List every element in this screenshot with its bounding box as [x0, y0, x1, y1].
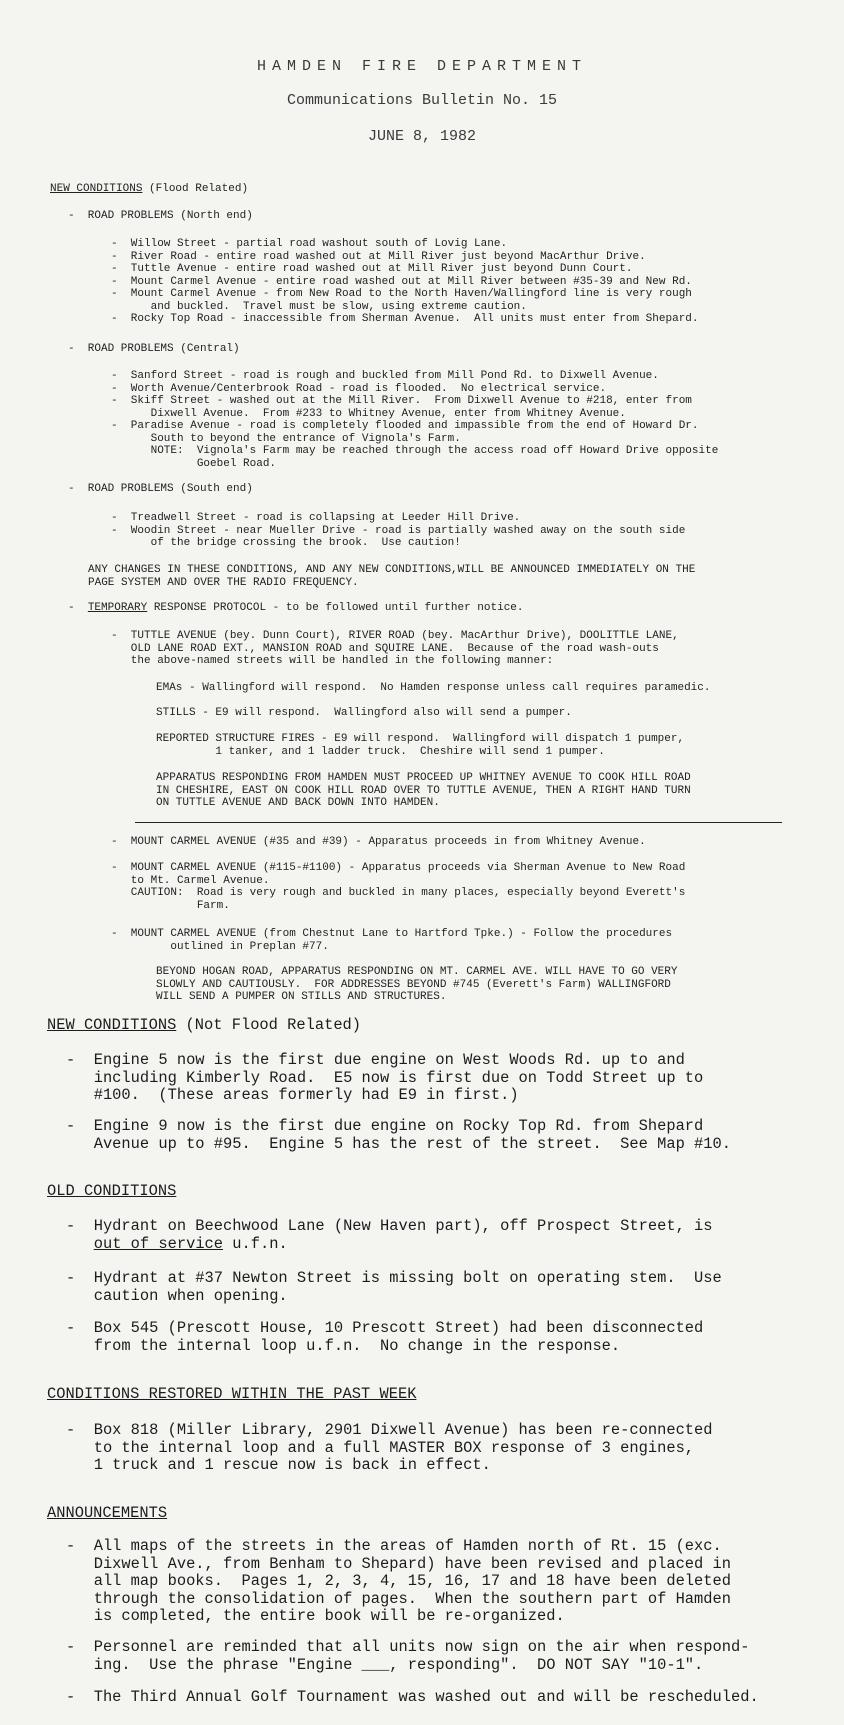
protocol-line: BEYOND HOGAN ROAD, APPARATUS RESPONDING ON MT. CARMEL AVE. WILL HAVE TO GO VERY [156, 966, 678, 978]
old-heading [47, 1183, 176, 1201]
old-heading-label: OLD CONDITIONS [47, 1182, 177, 1200]
item-line: caution when opening. [66, 1286, 288, 1305]
item-line: all map books. Pages 1, 2, 3, 4, 15, 16, 17 and 18 have been deleted [66, 1572, 731, 1590]
item-line: is completed, the entire book will be re-organized. [66, 1607, 565, 1625]
north-title-text: - ROAD PROBLEMS (North end) [68, 210, 253, 222]
item-line: through the consolidation of pages. When the southern part of Hamden [66, 1589, 731, 1608]
list-item: - Treadwell Street - road is collapsing at Leeder Hill Drive. [111, 512, 521, 524]
protocol-line: 1 tanker, and 1 ladder truck. Cheshire will send 1 pumper. [156, 745, 605, 758]
protocol-line: IN CHESHIRE, EAST ON COOK HILL ROAD OVER TO TUTTLE AVENUE, THEN A RIGHT HAND TURN [156, 784, 691, 797]
list-item: - Paradise Avenue - road is completely flooded and impassible from the end of Howard Dr. [111, 420, 699, 432]
protocol-line: - MOUNT CARMEL AVENUE (#35 and #39) - Apparatus proceeds in from Whitney Avenue. [111, 836, 646, 848]
item-line: - Personnel are reminded that all units now sign on the air when respond- [66, 1638, 750, 1656]
flood-heading-suffix: (Flood Related) [142, 183, 249, 195]
protocol-line: ON TUTTLE AVENUE AND BACK DOWN INTO HAMDEN. [156, 797, 440, 809]
protocol-line: to Mt. Carmel Avenue. [111, 874, 270, 887]
list-item: South to beyond the entrance of Vignola's Farm. [111, 432, 461, 445]
protocol-dash: - [68, 602, 88, 614]
list-item: - Mount Carmel Avenue - entire road washed out at Mill River between #35-39 and New Rd. [111, 275, 692, 288]
protocol-mc3 [111, 928, 672, 953]
notice-line: PAGE SYSTEM AND OVER THE RADIO FREQUENCY. [88, 576, 359, 589]
protocol-ems [156, 682, 711, 695]
list-item: - Willow Street - partial road washout south of Lovig Lane. [111, 238, 508, 250]
item-line: - The Third Annual Golf Tournament was washed out and will be rescheduled. [66, 1688, 759, 1706]
item-line: - Engine 5 now is the first due engine on West Woods Rd. up to and [66, 1051, 685, 1069]
protocol-line: the above-named streets will be handled in the following manner: [111, 655, 554, 667]
list-item: Goebel Road. [111, 457, 277, 470]
announcements-heading [47, 1505, 167, 1523]
protocol-title: TEMPORARY [87, 602, 148, 614]
divider-rule [135, 822, 782, 823]
item-line: including Kimberly Road. E5 now is first due on Todd Street up to [66, 1068, 704, 1087]
list-item: - Skiff Street - washed out at the Mill River. From Dixwell Avenue to #218, enter from [111, 395, 692, 407]
nonflood-heading [47, 1017, 361, 1035]
flood-heading [50, 183, 248, 196]
central-list [111, 370, 718, 470]
item-line: 1 truck and 1 rescue now is back in effect. [66, 1456, 491, 1474]
protocol-mc2 [111, 862, 685, 912]
central-title [68, 343, 240, 356]
item-line: - Box 545 (Prescott House, 10 Prescott Street) had been disconnected [66, 1319, 704, 1337]
old-box-545 [66, 1320, 703, 1355]
protocol-line: outlined in Preplan #77. [111, 940, 329, 953]
protocol-line: Farm. [111, 899, 230, 912]
list-item: - Woodin Street - near Mueller Drive - road is partially washed away on the south side [111, 524, 686, 537]
item-line-end: u.f.n. [223, 1234, 288, 1253]
north-list [111, 238, 699, 326]
indent [66, 1235, 94, 1253]
south-list [111, 512, 685, 550]
item-line: - Hydrant at #37 Newton Street is missing bolt on operating stem. Use [66, 1269, 722, 1287]
list-item: - Rocky Top Road - inaccessible from Sherman Avenue. All units must enter from Shepard. [111, 313, 699, 325]
protocol-line: OLD LANE ROAD EXT., MANSION ROAD and SQUIRE LANE. Because of the road wash-outs [111, 642, 659, 655]
protocol-line: REPORTED STRUCTURE FIRES - E9 will respond. Wallingford will dispatch 1 pumper, [156, 733, 685, 745]
out-of-service-text: out of service [93, 1234, 224, 1253]
restored-heading [47, 1386, 416, 1404]
list-item: - River Road - entire road washed out at Mill River just beyond MacArthur Drive. [111, 250, 646, 263]
announcements-heading-label: ANNOUNCEMENTS [47, 1504, 168, 1522]
south-title [68, 483, 253, 496]
protocol-line: EMAs - Wallingford will respond. No Hamden response unless call requires paramedic. [156, 682, 711, 694]
item-line: ing. Use the phrase "Engine ___, responding". DO NOT SAY "10-1". [66, 1655, 704, 1674]
item-line: - Engine 9 now is the first due engine on Rocky Top Rd. from Shepard [66, 1117, 704, 1135]
south-title-text: - ROAD PROBLEMS (South end) [68, 483, 253, 495]
protocol-mc1 [111, 836, 646, 849]
item-line: - Box 818 (Miller Library, 2901 Dixwell Avenue) has been re-connected [66, 1421, 713, 1439]
protocol-line: CAUTION: Road is very rough and buckled in many places, especially beyond Everett's [111, 887, 686, 899]
protocol-hogan [156, 966, 678, 1004]
item-line: - All maps of the streets in the areas of Hamden north of Rt. 15 (exc. [66, 1537, 722, 1555]
nonflood-heading-label: NEW CONDITIONS [47, 1016, 177, 1034]
protocol-title-suffix: RESPONSE PROTOCOL - to be followed until further notice. [147, 602, 524, 614]
changes-notice [88, 564, 695, 589]
list-item: - Worth Avenue/Centerbrook Road - road is flooded. No electrical service. [111, 382, 607, 395]
nonflood-heading-suffix: (Not Flood Related) [176, 1016, 362, 1034]
old-hydrant-2 [66, 1270, 722, 1305]
item-line: from the internal loop u.f.n. No change in the response. [66, 1336, 621, 1355]
list-item: and buckled. Travel must be slow, using extreme caution. [111, 300, 527, 313]
item-line: - Hydrant on Beechwood Lane (New Haven part), off Prospect Street, is [66, 1217, 713, 1235]
protocol-stills [156, 707, 572, 720]
protocol-intro [111, 630, 679, 668]
item-line: Avenue up to #95. Engine 5 has the rest of the street. See Map #10. [66, 1134, 731, 1153]
protocol-fires [156, 733, 684, 758]
bulletin-date: JUNE 8, 1982 [367, 128, 477, 145]
item-line: #100. (These areas formerly had E9 in first.) [66, 1086, 519, 1104]
list-item: of the bridge crossing the brook. Use caution! [111, 537, 461, 549]
announcement-personnel [66, 1639, 749, 1674]
announcement-maps [66, 1538, 731, 1626]
restored-heading-label: CONDITIONS RESTORED WITHIN THE PAST WEEK [47, 1385, 417, 1403]
list-item: Dixwell Avenue. From #233 to Whitney Avenue, enter from Whitney Avenue. [111, 407, 626, 420]
protocol-line: - MOUNT CARMEL AVENUE (from Chestnut Lane to Hartford Tpke.) - Follow the procedures [111, 928, 673, 940]
item-line: Dixwell Ave., from Benham to Shepard) have been revised and placed in [66, 1554, 731, 1573]
nonflood-item-1 [66, 1052, 703, 1105]
announcement-golf [66, 1689, 759, 1707]
list-item: - Sanford Street - road is rough and buckled from Mill Pond Rd. to Dixwell Avenue. [111, 370, 659, 382]
list-item: - Tuttle Avenue - entire road washed out at Mill River just beyond Dunn Court. [111, 263, 633, 275]
protocol-line: WILL SEND A PUMPER ON STILLS AND STRUCTURES. [156, 991, 447, 1003]
protocol-heading [68, 602, 524, 615]
item-line: to the internal loop and a full MASTER BOX response of 3 engines, [66, 1438, 695, 1457]
old-hydrant-1 [66, 1218, 713, 1253]
notice-line: ANY CHANGES IN THESE CONDITIONS, AND ANY NEW CONDITIONS,WILL BE ANNOUNCED IMMEDIATELY ON THE [88, 564, 696, 576]
nonflood-item-2 [66, 1118, 731, 1153]
list-item: NOTE: Vignola's Farm may be reached through the access road off Howard Drive opposite [111, 445, 719, 457]
restored-box-818 [66, 1422, 713, 1475]
protocol-line: - TUTTLE AVENUE (bey. Dunn Court), RIVER ROAD (bey. MacArthur Drive), DOOLITTLE LANE, [111, 630, 679, 642]
list-item: - Mount Carmel Avenue - from New Road to the North Haven/Wallingford line is very rough [111, 288, 692, 300]
protocol-line: APPARATUS RESPONDING FROM HAMDEN MUST PROCEED UP WHITNEY AVENUE TO COOK HILL ROAD [156, 772, 691, 784]
department-title: HAMDEN FIRE DEPARTMENT [256, 58, 588, 75]
protocol-line: SLOWLY AND CAUTIOUSLY. FOR ADDRESSES BEYOND #745 (Everett's Farm) WALLINGFORD [156, 978, 671, 991]
protocol-line: STILLS - E9 will respond. Wallingford also will send a pumper. [156, 707, 572, 719]
flood-heading-label: NEW CONDITIONS [50, 183, 143, 195]
protocol-apparatus [156, 772, 691, 810]
north-title [68, 210, 253, 223]
central-title-text: - ROAD PROBLEMS (Central) [68, 343, 240, 355]
bulletin-number: Communications Bulletin No. 15 [286, 92, 558, 109]
protocol-line: - MOUNT CARMEL AVENUE (#115-#1100) - Apparatus proceeds via Sherman Avenue to New Road [111, 862, 686, 874]
